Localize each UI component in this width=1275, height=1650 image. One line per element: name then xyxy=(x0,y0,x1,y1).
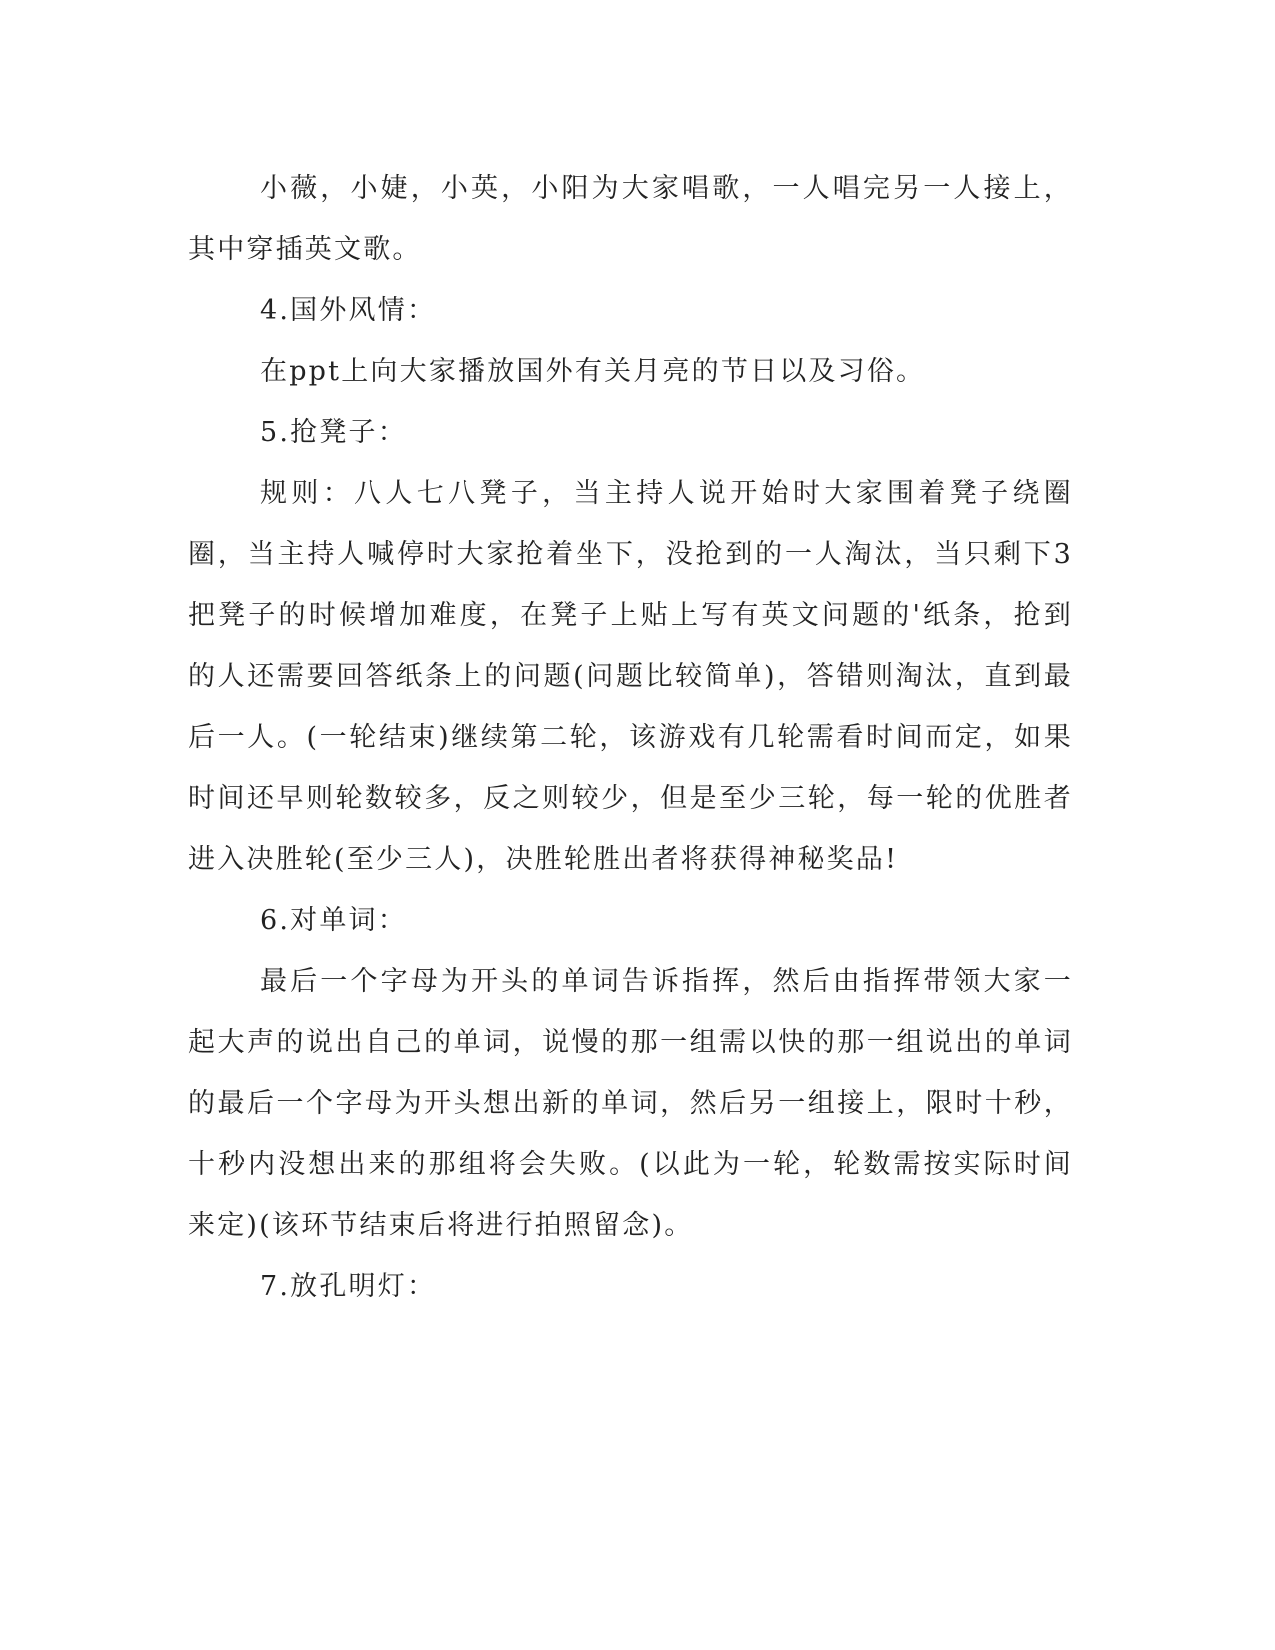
heading-musical-chairs: 5.抢凳子： xyxy=(260,417,407,448)
paragraph-word-game: 最后一个字母为开头的单词告诉指挥，然后由指挥带领大家一起大声的说出自己的单词，说慢的那一组需以快的那一组说出的单词的最后一个字母为开头想出新的单词，然后另一组接上，限时十秒，十秒内没想出来的那组将会失败。(以此为一轮，轮数需按实际时间来定)(该环节结束后将进行拍照留念)。 xyxy=(188,966,1073,1241)
heading-foreign-customs: 4.国外风情： xyxy=(260,295,437,326)
heading-word-game: 6.对单词： xyxy=(260,905,407,936)
paragraph-singing: 小薇，小婕，小英，小阳为大家唱歌，一人唱完另一人接上，其中穿插英文歌。 xyxy=(188,173,1073,265)
document-body xyxy=(188,158,1073,1317)
paragraph-musical-chairs-rules: 规则：八人七八凳子，当主持人说开始时大家围着凳子绕圈圈，当主持人喊停时大家抢着坐下，没抢到的一人淘汰，当只剩下3把凳子的时候增加难度，在凳子上贴上写有英文问题的'纸条，抢到的人还需要回答纸条上的问题(问题比较简单)，答错则淘汰，直到最后一人。(一轮结束)继续第二轮，该游戏有几轮需看时间而定，如果时间还早则轮数较多，反之则较少，但是至少三轮，每一轮的优胜者进入决胜轮(至少三人)，决胜轮胜出者将获得神秘奖品! xyxy=(188,478,1073,875)
heading-sky-lanterns: 7.放孔明灯： xyxy=(260,1271,437,1302)
paragraph-foreign-customs: 在ppt上向大家播放国外有关月亮的节日以及习俗。 xyxy=(260,356,926,387)
